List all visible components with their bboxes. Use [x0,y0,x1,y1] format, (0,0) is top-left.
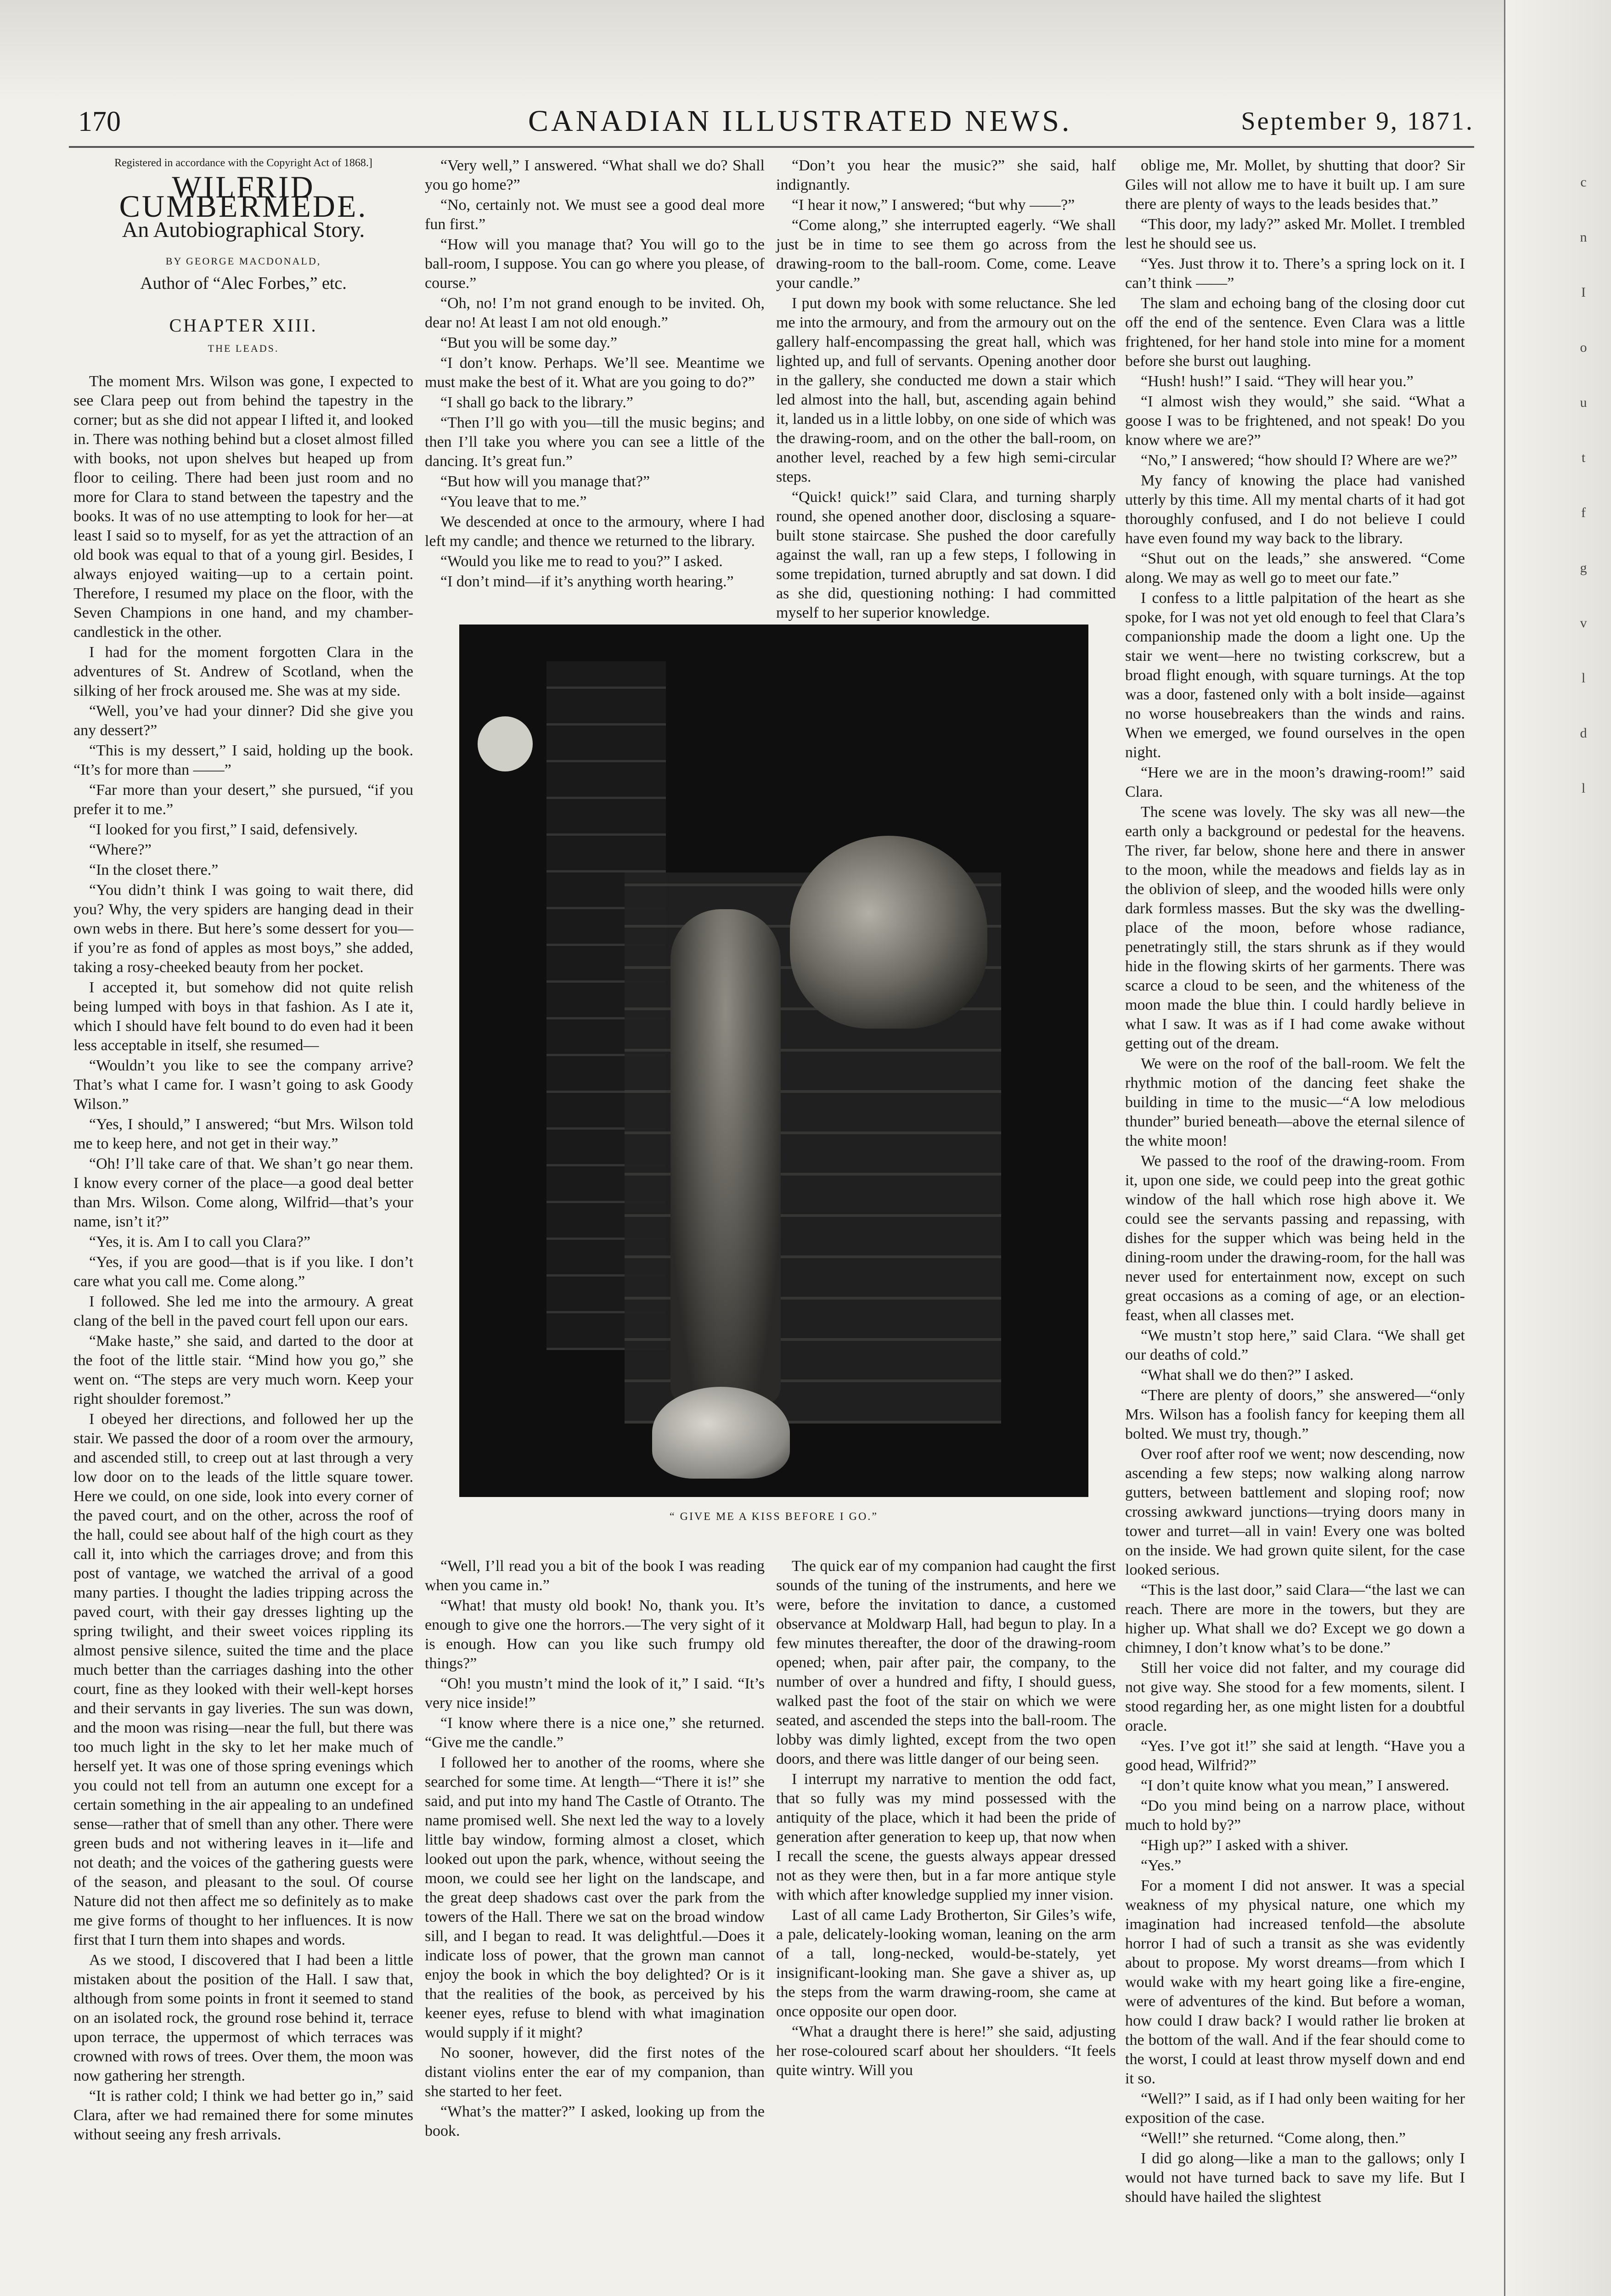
column-1-text [73,372,413,2144]
paragraph: As we stood, I discovered that I had been a little mistaken about the position of the Hall. I saw that, although from some points in front it seemed to stand on an isolated rock, the ground rose behind it, terrace upon terrace, the uppermost of which terraces was crowned with rows of trees. Over them, the moon was now gathering her strength. [73,1952,413,2084]
paragraph: “Hush! hush!” I said. “They will hear you.” [1141,373,1414,390]
edge-fragment: g [1580,560,1587,575]
paragraph: “Come along,” she interrupted eagerly. “We shall just be in time to see them go across from the drawing-room to the ball-room. Come, come. Leave your candle.” [776,217,1116,292]
paragraph: Over roof after roof we went; now descending, now ascending a few steps; now walking along narrow gutters, between battlement and sloping roof; now crossing awkward junctions—trying doors many in tower and turret—all in vain! Every one was bolted on the inside. We had grown quite silent, for the case looked serious. [1125,1446,1465,1578]
column-2-text [425,156,765,591]
column-4 [1125,156,1465,2208]
engraving-illustration [459,625,1088,1497]
byline: BY GEORGE MACDONALD, [165,255,321,267]
paragraph: “Yes.” [1141,1857,1182,1874]
paragraph: My fancy of knowing the place had vanished utterly by this time. All my mental charts of it had got thoroughly confused, and I do not believe I could have even found my way back to the library. [1125,472,1465,547]
paragraph: I followed. She led me into the armoury. A great clang of the bell in the paved court fell upon our ears. [73,1293,413,1329]
paragraph: “Well, you’ve had your dinner? Did she give you any dessert?” [73,703,413,739]
paragraph: “Yes. Just throw it to. There’s a spring lock on it. I can’t think ——” [1125,255,1465,292]
paragraph: “This is the last door,” said Clara—“the last we can reach. There are more in the towers, but they are higher up. What shall we do? Except we go down a chimney, I don’t know what’s to be done.” [1125,1581,1465,1656]
paragraph: “No, certainly not. We must see a good deal more fun first.” [425,197,765,233]
paragraph: “Oh! I’ll take care of that. We shan’t go near them. I know every corner of the place—a good deal better than Mrs. Wilson. Come along, Wilfrid—that’s your name, isn’t it?” [73,1155,413,1230]
paragraph: “You didn’t think I was going to wait there, did you? Why, the very spiders are hanging dead in their own webs in there. But here’s some dessert for you—if you’re as fond of apples as most boys,” she added, taking a rosy-cheeked beauty from her pocket. [73,882,413,976]
column-2-lower-text [425,1557,765,2141]
paragraph: “Make haste,” she said, and darted to the door at the foot of the little stair. “Mind how you go,” she went on. “The steps are very much worn. Keep your right shoulder foremost.” [73,1333,413,1407]
paragraph: The scene was lovely. The sky was all new—the earth only a background or pedestal for the heavens. The river, far below, shone here and there in answer to the moon, while the meadows and fields lay as in the oblivion of sleep, and the wooded hills were only dark formless masses. But the sky was the dwelling-place of the moon, before whose radiance, penetratingly still, the stars shrunk as if they would hide in the flowing skirts of her garments. There was scarce a cloud to be seen, and the whiteness of the moon made the blue thin. I could hardly believe in what I saw. It was as if I had come awake without getting out of the dream. [1125,804,1465,1052]
paragraph: “We mustn’t stop here,” said Clara. “We shall get our deaths of cold.” [1125,1327,1465,1363]
column-2 [425,156,765,592]
paragraph: I confess to a little palpitation of the heart as she spoke, for I was not yet old enough to feel that Clara’s companionship made the doom a light one. Up the stair we went—here no twisting corkscrew, but a broad flight enough, with square turnings. At the top was a door, fastened only with a bolt inside—against no worse housebreakers than the winds and rains. When we emerged, we found ourselves in the open night. [1125,590,1465,761]
paragraph: Last of all came Lady Brotherton, Sir Giles’s wife, a pale, delicately-looking woman, leaning on the arm of a tall, long-necked, would-be-stately, yet insignificant-looking man. She gave a shiver as, up the steps from the warm drawing-room, she came at once opposite our open door. [776,1907,1116,2020]
paragraph: “Yes. I’ve got it!” she said at length. “Have you a good head, Wilfrid?” [1125,1738,1465,1774]
paragraph: The slam and echoing bang of the closing door cut off the end of the sentence. Even Clara was a little frightened, for her hand stole into mine for a moment before she burst out laughing. [1125,295,1465,370]
paragraph: “Do you mind being on a narrow place, without much to hold by?” [1125,1797,1465,1834]
paragraph: “How will you manage that? You will go to the ball-room, I suppose. You can go where you please, of course.” [425,236,765,292]
column-1 [73,156,413,2145]
paragraph: “Yes, I should,” I answered; “but Mrs. Wilson told me to keep here, and not get in their way.” [73,1116,413,1152]
paragraph: “Then I’ll go with you—till the music begins; and then I’ll take you where you can see a little of the dancing. It’s great fun.” [425,414,765,470]
column-3 [776,156,1116,624]
paragraph: “In the closet there.” [89,861,219,878]
paragraph: “No,” I answered; “how should I? Where are we?” [1141,452,1458,469]
paragraph: “Here we are in the moon’s drawing-room!” said Clara. [1125,764,1465,800]
edge-fragment: l [1581,670,1586,686]
boy-figure [670,909,781,1405]
paragraph: “But you will be some day.” [440,334,617,351]
edge-fragment: n [1580,230,1587,245]
paragraph: “Well!” she returned. “Come along, then.” [1141,2130,1406,2147]
girl-figure [790,836,987,1029]
paragraph: “I almost wish they would,” she said. “What a goose I was to be frightened, and not speak! Do you know where we are?” [1125,393,1465,449]
paragraph: I interrupt my narrative to mention the odd fact, that so fully was my mind possessed with the antiquity of the place, which it had been the pride of generation after generation to keep up, that now when I recall the scene, the guests always appear dressed not as they were then, but in a far more antique style with which after knowledge supplied my inner vision. [776,1771,1116,1903]
paragraph: We descended at once to the armoury, where I had left my candle; and thence we returned to the library. [425,513,765,550]
story-subtitle: An Autobiographical Story. [122,218,365,242]
paragraph: Still her voice did not falter, and my courage did not give way. She stood for a few moments, silent. I stood regarding her, as one might listen for a doubtful oracle. [1125,1660,1465,1734]
paragraph: “I shall go back to the library.” [440,394,633,411]
page-top-edge [0,0,1611,101]
paragraph: The moment Mrs. Wilson was gone, I expected to see Clara peep out from behind the tapestry in the corner; but as she did not appear I lifted it, and looked in. There was nothing behind but a closet almost filled with books, not upon shelves but heaped up from floor to ceiling. There had been just room and no more for Clara to stand between the tapestry and the books. It was of no use attempting to look for her—at least I said so to myself, for as yet the attraction of an old book was equal to that of a young girl. Besides, I always enjoyed waiting—up to a certain point. Therefore, I resumed my place on the floor, with the Seven Champions in one hand, and my chamber-candlestick in the other. [73,373,413,641]
paragraph: “Where?” [89,841,152,858]
paragraph: “There are plenty of doors,” she answered—“only Mrs. Wilson has a foolish fancy for keeping them all bolted. We must try, though.” [1125,1387,1465,1442]
paragraph: I followed her to another of the rooms, where she searched for some time. At length—“There it is!” she said, and put into my hand The Castle of Otranto. The name promised well. She next led the way to a lovely little bay window, forming almost a closet, which looked out upon the park, whence, without seeing the moon, we could see her light on the landscape, and the great deep shadows cast over the park from the towers of the Hall. There we sat on the broad window sill, and I began to read. It was delightful.—Does it indicate loss of power, that the grown man cannot enjoy the book in which the boy delighted? Or is it that the realities of the book, as perceived by his keener eyes, refuse to blend with what imagination would supply if it might? [425,1754,765,2041]
column-4-text [1125,156,1465,2207]
paragraph: I accepted it, but somehow did not quite relish being lumped with boys in that fashion. As I ate it, which I should have felt bound to do even had it been less acceptable in itself, she resumed— [73,979,413,1054]
paragraph: We passed to the roof of the drawing-room. From it, upon one side, we could peep into the great gothic window of the hall which rose high above it. We could see the servants passing and repassing, with dishes for the supper which was being held in the dining-room under the drawing-room, for the hall was never used for entertainment now, except on such great occasions as a coming of age, or an election-feast, when all classes met. [1125,1153,1465,1324]
chapter-heading: CHAPTER XIII. [169,315,318,336]
paragraph: “Quick! quick!” said Clara, and turning sharply round, she opened another door, disclosing a square-built stone staircase. She pushed the door carefully against the wall, ran up a few steps, I following in some trepidation, turned abruptly and sat down. I did as she did, questioning nothing: I had committed myself to her superior knowledge. [776,489,1116,621]
paragraph: “Shut out on the leads,” she answered. “Come along. We may as well go to meet our fate.” [1125,550,1465,586]
paragraph: “What shall we do then?” I asked. [1141,1367,1354,1384]
edge-fragment: v [1580,615,1587,630]
paragraph: “I don’t mind—if it’s anything worth hearing.” [440,573,734,590]
edge-fragment: l [1581,781,1586,796]
paragraph: “What’s the matter?” I asked, looking up from the book. [425,2103,765,2139]
column-3-text [776,156,1116,623]
paragraph: oblige me, Mr. Mollet, by shutting that door? Sir Giles will not allow me to have it built up. I am sure there are plenty of ways to the leads besides that.” [1125,157,1465,213]
column-2-lower [425,1557,765,2142]
paragraph: “But how will you manage that?” [440,473,650,490]
paragraph: “Well, I’ll read you a bit of the book I was reading when you came in.” [425,1558,765,1594]
paragraph: “You leave that to me.” [440,493,587,510]
adjacent-page-edge [1504,0,1611,2296]
paragraph: I did go along—like a man to the gallows; only I would not have turned back to save my life. But I should have hailed the slightest [1125,2150,1465,2206]
paragraph: “Yes, if you are good—that is if you like. I don’t care what you call me. Come along.” [73,1254,413,1290]
paragraph: We were on the roof of the ball-room. We felt the rhythmic motion of the dancing feet shake the building in time to the music—“A low melodious thunder” buried beneath—above the eternal silence of the white moon! [1125,1055,1465,1149]
chapter-title: THE LEADS. [208,343,279,354]
paragraph: “This door, my lady?” asked Mr. Mollet. I trembled lest he should see us. [1125,216,1465,252]
edge-fragment: o [1580,340,1587,355]
masthead: CANADIAN ILLUSTRATED NEWS. [528,104,1072,138]
paragraph: “Don’t you hear the music?” she said, half indignantly. [776,157,1116,193]
edge-fragment: c [1580,174,1587,190]
paragraph: “What! that musty old book! No, thank you. It’s enough to give one the horrors.—The very sight of it is enough. How can you like such frumpy old things?” [425,1597,765,1672]
paragraph: “High up?” I asked with a shiver. [1141,1837,1349,1854]
paragraph: “Would you like me to read to you?” I asked. [440,553,723,570]
issue-date: September 9, 1871. [1241,107,1474,135]
paragraph: “Oh! you mustn’t mind the look of it,” I said. “It’s very nice inside!” [425,1675,765,1711]
paragraph: “Far more than your desert,” she pursued, “if you prefer it to me.” [73,782,413,818]
edge-fragment: t [1581,450,1586,465]
paragraph: The quick ear of my companion had caught the first sounds of the tuning of the instruments, and here we were, before the invitation to dance, a customed observance at Moldwarp Hall, had begun to play. In a few minutes thereafter, the door of the drawing-room opened; when, pair after pair, the company, to the number of over a hundred and fifty, I should guess, walked past the foot of the stair on which we were seated, and ascended the steps into the ball-room. The lobby was dimly lighted, except from the two open doors, and there was little danger of our being seen. [776,1558,1116,1767]
paragraph: For a moment I did not answer. It was a special weakness of my physical nature, one which my imagination had increased tenfold—the absolute horror I had of such a transit as she was evidently about to propose. My worst dreams—from which I would wake with my heart going like a fire-engine, were of adventures of the kind. But before a woman, how could I draw back? I would rather lie broken at the bottom of the wall. And if the fear should come to the worst, I could at least throw myself down and end it so. [1125,1877,1465,2087]
paragraph: “Yes, it is. Am I to call you Clara?” [89,1233,310,1250]
paragraph: I put down my book with some reluctance. She led me into the armoury, and from the armoury out on the gallery half-encompassing the great hall, which was lighted up, and full of servants. Opening another door in the gallery, she conducted me down a stair which led almost into the hall, but, ascending again behind it, landed us in a little lobby, on one side of which was the drawing-room, and on the other the ball-room, on another level, reached by a few high semi-circular steps. [776,295,1116,485]
copyright-notice: Registered in accordance with the Copyright Act of 1868.] [114,157,372,169]
paragraph: “Very well,” I answered. “What shall we do? Shall you go home?” [425,157,765,193]
author-note: Author of “Alec Forbes,” etc. [140,274,347,293]
column-3-lower [776,1557,1116,2081]
paragraph: “Well?” I said, as if I had only been waiting for her exposition of the case. [1125,2090,1465,2127]
illustration-caption: “ GIVE ME A KISS BEFORE I GO.” [670,1511,878,1523]
edge-fragment: I [1581,285,1586,300]
paragraph: “This is my dessert,” I said, holding up the book. “It’s for more than ——” [73,742,413,778]
paragraph: “I don’t know. Perhaps. We’ll see. Meantime we must make the best of it. What are you going to do?” [425,355,765,391]
paragraph: “I know where there is a nice one,” she returned. “Give me the candle.” [425,1715,765,1751]
paragraph: “Wouldn’t you like to see the company arrive? That’s what I came for. I wasn’t going to ask Goody Wilson.” [73,1057,413,1113]
column-3-lower-text [776,1557,1116,2080]
edge-fragment: d [1580,726,1587,741]
paragraph: I obeyed her directions, and followed her up the stair. We passed the door of a room over the armoury, and ascended still, to creep out at last through a very low door on to the leads of the little square tower. Here we could, on one side, look into every corner of the paved court, and on the other, across the roof of the hall, could see about half of the high court as they call it, into which the carriages drove; and from this post of vantage, we watched the arrival of a good many parties. I thought the ladies tripping across the paved court, with their gay dresses lighting up the spring twilight, and their sweet voices rippling its almost pensive silence, suited the time and the place much better than the carriages dashing into the other court, fine as they looked with their well-kept horses and their servants in gay liveries. The sun was down, and the moon was rising—near the full, but there was too much light in the sky to let her make much of herself yet. It was one of those spring evenings which you could not tell from an autumn one except for a certain something in the air appealing to an undefined sense—rather that of smell than any other. There were green buds and not withering leaves in it—life and not death; and the voices of the gathering guests were of the season, and pleasant to the soul. Of course Nature did not then affect me so definitely as to make me give forms of thought to her influences. It is now first that I turn them into shapes and words. [73,1411,413,1948]
paragraph: I had for the moment forgotten Clara in the adventures of St. Andrew of Scotland, when the silking of her frock aroused me. She was at my side. [73,644,413,699]
paragraph: “It is rather cold; I think we had better go in,” said Clara, after we had remained there for some minutes without seeing any fresh arrivals. [73,2088,413,2143]
paragraph: “Oh, no! I’m not grand enough to be invited. Oh, dear no! At least I am not old enough.” [425,295,765,331]
rock [652,1387,790,1479]
page-number: 170 [78,106,121,137]
edge-fragment: f [1581,505,1586,520]
edge-fragment: u [1580,395,1587,410]
paragraph: “I don’t quite know what you mean,” I answered. [1141,1777,1449,1794]
paragraph: No sooner, however, did the first notes of the distant violins enter the ear of my companion, than she started to her feet. [425,2044,765,2100]
page-header [69,101,1474,142]
paragraph: “I looked for you first,” I said, defensively. [89,821,358,838]
header-rule [69,146,1474,148]
paragraph: “I hear it now,” I answered; “but why ——?” [792,197,1075,214]
story-title: WILFRID CUMBERMEDE. [119,169,368,224]
paragraph: “What a draught there is here!” she said, adjusting her rose-coloured scarf about her shoulders. “It feels quite wintry. Will you [776,2023,1116,2079]
moon [478,716,533,771]
